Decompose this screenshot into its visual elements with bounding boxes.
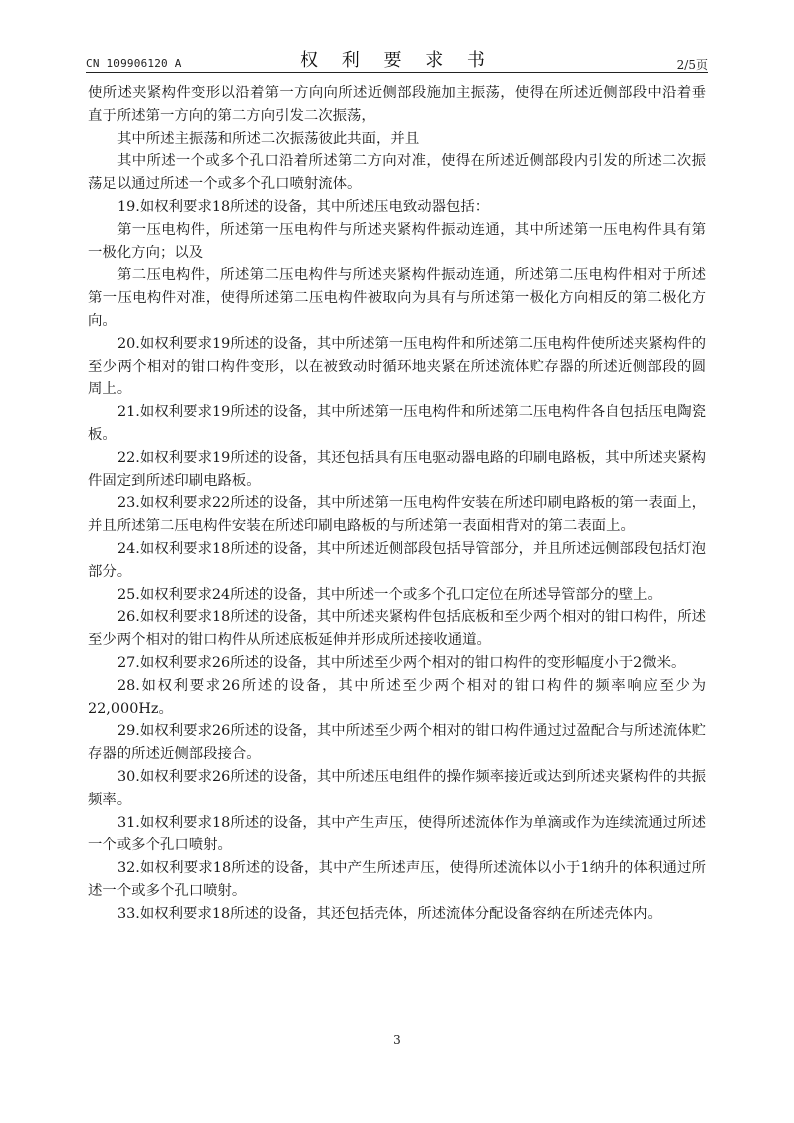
claim-paragraph: 其中所述主振荡和所述二次振荡彼此共面，并且 (117, 130, 420, 147)
claim-paragraph: 27.如权利要求26所述的设备，其中所述至少两个相对的钳口构件的变形幅度小于2微米。 (117, 654, 686, 671)
page-number: 3 (393, 1033, 401, 1047)
claim-paragraph: 其中所述一个或多个孔口沿着所述第二方向对准，使得在所述近侧部段内引发的所述二次振荡足以通过所述一个或多个孔口喷射流体。 (88, 153, 706, 193)
claim-paragraph: 第二压电构件，所述第二压电构件与所述夹紧构件振动连通，所述第二压电构件相对于所述第一压电构件对准，使得所述第二压电构件被取向为具有与所述第一极化方向相反的第二极化方向。 (88, 267, 706, 329)
claim-paragraph: 26.如权利要求18所述的设备，其中所述夹紧构件包括底板和至少两个相对的钳口构件，所述至少两个相对的钳口构件从所述底板延伸并形成所述接收通道。 (88, 609, 706, 649)
claim-paragraph: 24.如权利要求18所述的设备，其中所述近侧部段包括导管部分，并且所述远侧部段包括灯泡部分。 (88, 540, 706, 580)
claim-paragraph: 20.如权利要求19所述的设备，其中所述第一压电构件和所述第二压电构件使所述夹紧构件的至少两个相对的钳口构件变形，以在被致动时循环地夹紧在所述流体贮存器的所述近侧部段的圆周上。 (88, 335, 706, 398)
claim-paragraph: 21.如权利要求19所述的设备，其中所述第一压电构件和所述第二压电构件各自包括压电陶瓷板。 (88, 404, 706, 443)
claim-paragraph: 22.如权利要求19所述的设备，其还包括具有压电驱动器电路的印刷电路板，其中所述夹紧构件固定到所述印刷电路板。 (88, 449, 706, 489)
claim-paragraph: 19.如权利要求18所述的设备，其中所述压电致动器包括： (117, 198, 490, 215)
claim-paragraph: 23.如权利要求22所述的设备，其中所述第一压电构件安装在所述印刷电路板的第一表面上，并且所述第二压电构件安装在所述印刷电路板的与所述第一表面相背对的第二表面上。 (88, 495, 706, 535)
claim-paragraph: 第一压电构件，所述第一压电构件与所述夹紧构件振动连通，其中所述第一压电构件具有第一极化方向；以及 (88, 221, 706, 261)
claim-paragraph: 30.如权利要求26所述的设备，其中所述压电组件的操作频率接近或达到所述夹紧构件的共振频率。 (88, 768, 706, 808)
publication-number: CN 109906120 A (86, 57, 182, 70)
claim-paragraph: 28.如权利要求26所述的设备，其中所述至少两个相对的钳口构件的频率响应至少为22,000Hz。 (88, 677, 706, 717)
claim-paragraph: 使所述夹紧构件变形以沿着第一方向向所述近侧部段施加主振荡，使得在所述近侧部段中沿着垂直于所述第一方向的第二方向引发二次振荡， (88, 85, 706, 124)
claim-paragraph: 32.如权利要求18所述的设备，其中产生所述声压，使得所述流体以小于1纳升的体积通过所述一个或多个孔口喷射。 (88, 860, 706, 899)
claim-paragraph: 25.如权利要求24所述的设备，其中所述一个或多个孔口定位在所述导管部分的壁上。 (117, 586, 662, 603)
page-header (86, 44, 708, 73)
claim-paragraph: 29.如权利要求26所述的设备，其中所述至少两个相对的钳口构件通过过盈配合与所述流体贮存器的所述近侧部段接合。 (88, 723, 706, 763)
document-title: 权 利 要 求 书 (300, 50, 494, 71)
claim-paragraph: 33.如权利要求18所述的设备，其还包括壳体，所述流体分配设备容纳在所述壳体内。 (117, 905, 662, 922)
claim-paragraph: 31.如权利要求18所述的设备，其中产生声压，使得所述流体作为单滴或作为连续流通过所述一个或多个孔口喷射。 (88, 814, 706, 854)
claims-body (88, 82, 706, 925)
page-count: 2/5页 (676, 58, 708, 72)
